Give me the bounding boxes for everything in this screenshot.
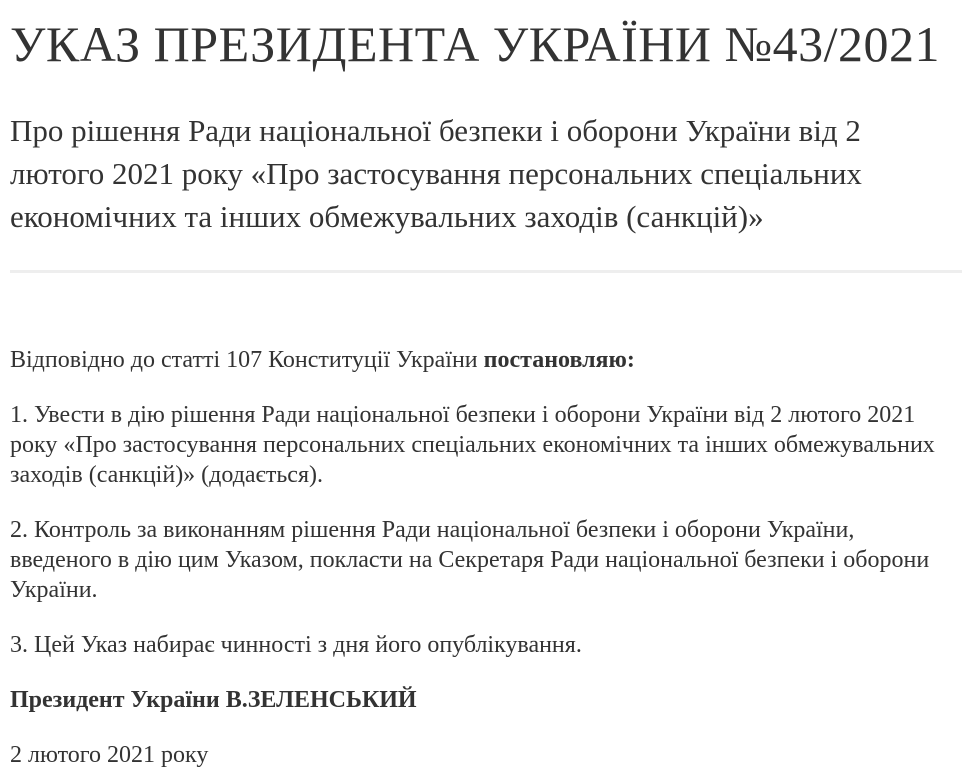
signature-line: Президент України В.ЗЕЛЕНСЬКИЙ [10, 687, 417, 713]
decree-subtitle: Про рішення Ради національної безпеки і оборони України від 2 лютого 2021 року «Про застосування персональних спеціальних економічних та інших обмежувальних заходів (санкцій)» [10, 113, 862, 234]
preamble-text: Відповідно до статті 107 Конституції України [10, 347, 484, 373]
preamble-resolution-word: постановляю: [483, 347, 635, 373]
header-divider [10, 270, 962, 273]
decree-body [10, 345, 962, 770]
decree-date: 2 лютого 2021 року [10, 742, 209, 768]
decree-point-1: 1. Увести в дію рішення Ради національної безпеки і оборони України від 2 лютого 2021 року «Про застосування персональних спеціальних економічних та інших обмежувальних заходів (санкцій)» (додається). [10, 402, 935, 488]
decree-point-3: 3. Цей Указ набирає чинності з дня його опублікування. [10, 632, 582, 658]
preamble [10, 345, 962, 375]
decree-title: УКАЗ ПРЕЗИДЕНТА УКРАЇНИ №43/2021 [10, 16, 941, 72]
decree-point-2: 2. Контроль за виконанням рішення Ради національної безпеки і оборони України, введеного в дію цим Указом, покласти на Секретаря Ради національної безпеки і оборони України. [10, 517, 930, 603]
